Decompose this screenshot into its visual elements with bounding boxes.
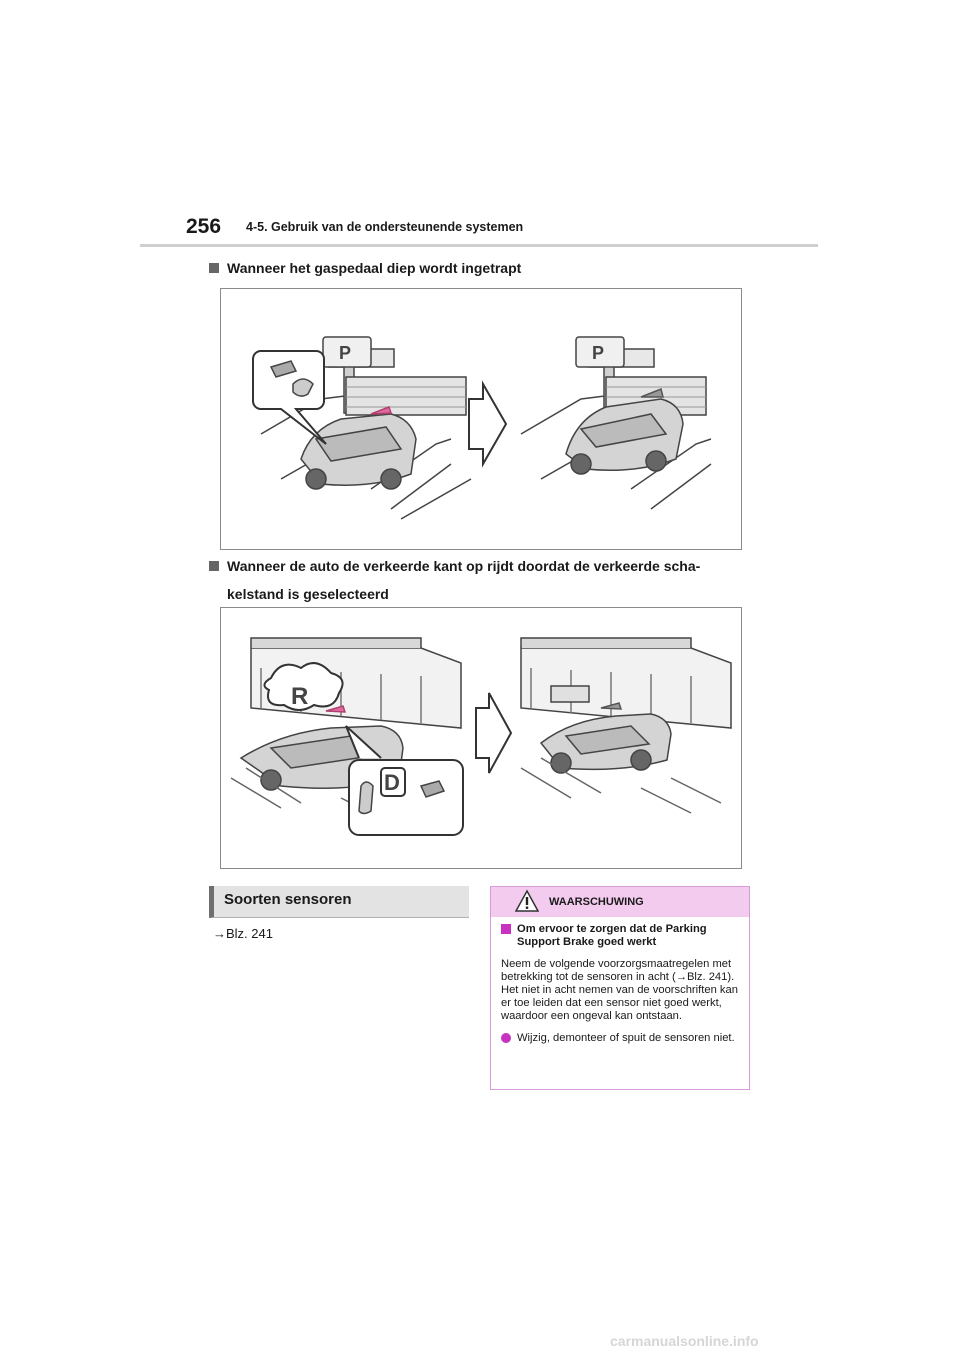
warning-box <box>490 886 750 1090</box>
warning-triangle-icon <box>515 889 539 913</box>
header-rule <box>140 244 818 247</box>
round-bullet-icon <box>501 1033 511 1043</box>
warning-title: WAARSCHUWING <box>549 896 644 908</box>
parking-accelerator-illustration <box>221 289 741 549</box>
chapter-title: 4-5. Gebruik van de ondersteunende systemen <box>246 220 524 234</box>
gear-d-label: D <box>384 770 400 795</box>
page-reference-link[interactable]: →Blz. 241 <box>213 926 273 941</box>
page-number: 256 <box>186 215 222 238</box>
warning-subheading: Om ervoor te zorgen dat de Parking Support Brake goed werkt <box>501 923 741 949</box>
warning-bullet: Wijzig, demonteer of spuit de sensoren niet. <box>501 1032 741 1045</box>
gear-r-label: R <box>291 683 309 710</box>
square-bullet-icon <box>209 561 219 571</box>
section-heading-wrong-gear: Wanneer de auto de verkeerde kant op rijdt doordat de verkeerde scha- kelstand is geselecteerd <box>209 552 700 608</box>
figure-wrong-gear-illustration <box>220 607 742 869</box>
svg-text:P: P <box>339 343 352 363</box>
figure-accelerator-illustration <box>220 288 742 550</box>
warning-body <box>491 917 749 1045</box>
svg-text:P: P <box>592 343 605 363</box>
warning-header <box>491 887 749 917</box>
square-bullet-icon <box>209 263 219 273</box>
sensors-section-title: Soorten sensoren <box>224 891 352 908</box>
store-parking-illustration <box>221 608 741 868</box>
section-heading-accelerator: Wanneer het gaspedaal diep wordt ingetrapt <box>209 254 521 282</box>
warning-paragraph: Neem de volgende voorzorgsmaatregelen met betrekking tot de sensoren in acht (→Blz. 241). Het niet in acht nemen van de voorschriften kan er toe leiden dat een sensor niet goed werkt, waardoor een ongeval kan ontstaan. <box>501 958 738 1022</box>
sensors-section-bar <box>209 886 469 918</box>
square-bullet-icon <box>501 924 511 934</box>
watermark: carmanualsonline.info <box>610 1333 759 1349</box>
